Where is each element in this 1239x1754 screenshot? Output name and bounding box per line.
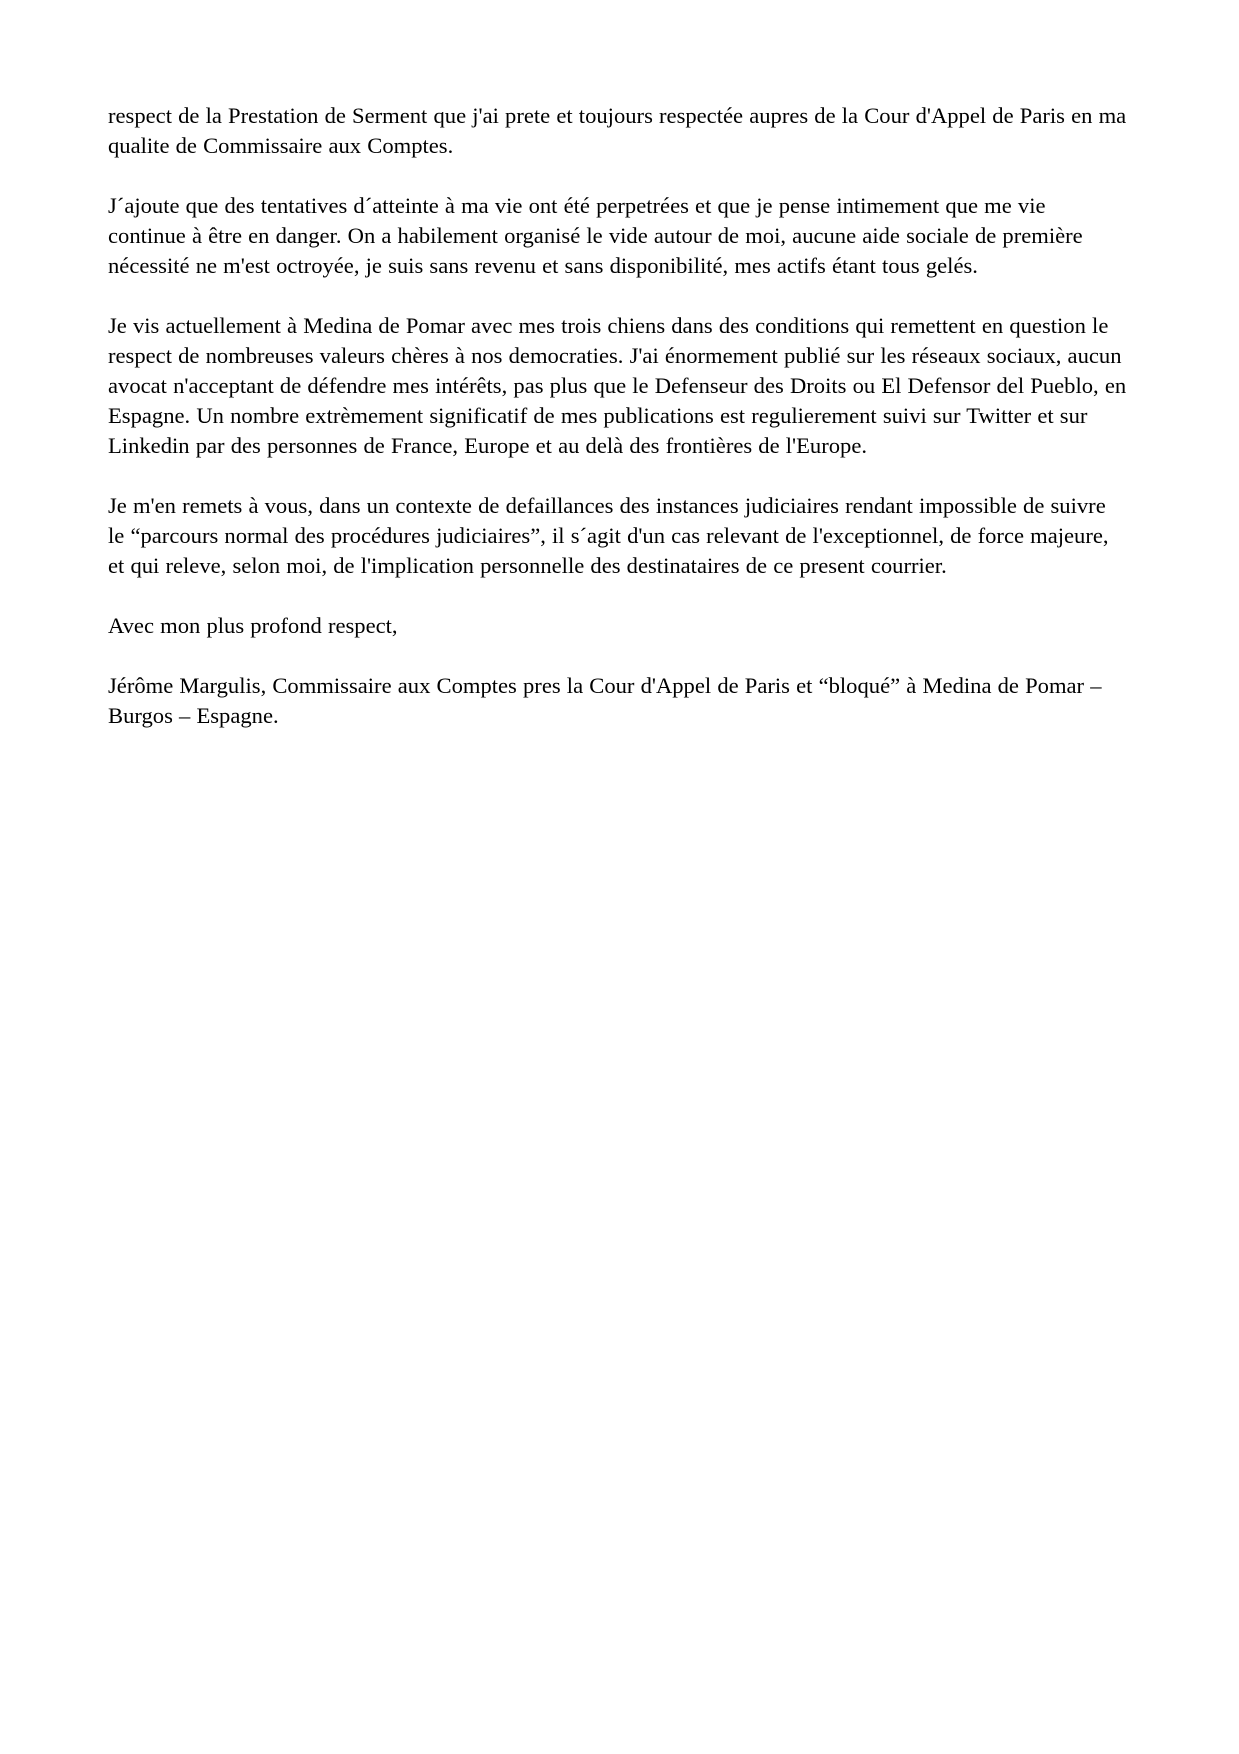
letter-signature: Jérôme Margulis, Commissaire aux Comptes pres la Cour d'Appel de Paris et “bloqué” à Medina de Pomar – Burgos – Espagne. — [108, 673, 1102, 728]
letter-paragraph-1: respect de la Prestation de Serment que j'ai prete et toujours respectée aupres de la Cour d'Appel de Paris en ma qualite de Commissaire aux Comptes. — [108, 103, 1127, 158]
letter-paragraph-2: J´ajoute que des tentatives d´atteinte à ma vie ont été perpetrées et que je pense intimement que me vie continue à être en danger. On a habilement organisé le vide autour de moi, aucune aide sociale de première nécessité ne m'est octroyée, je suis sans revenu et sans disponibilité, mes actifs étant tous gelés. — [108, 193, 1083, 278]
letter-paragraph-4: Je m'en remets à vous, dans un contexte de defaillances des instances judiciaires rendant impossible de suivre le “parcours normal des procédures judiciaires”, il s´agit d'un cas relevant de l'exceptionnel, de force majeure, et qui releve, selon moi, de l'implication personnelle des destinataires de ce present courrier. — [108, 493, 1109, 578]
letter-closing: Avec mon plus profond respect, — [108, 613, 398, 638]
letter-body — [108, 101, 1128, 731]
letter-paragraph-3: Je vis actuellement à Medina de Pomar avec mes trois chiens dans des conditions qui remettent en question le respect de nombreuses valeurs chères à nos democraties. J'ai énormement publié sur les réseaux sociaux, aucun avocat n'acceptant de défendre mes intérêts, pas plus que le Defenseur des Droits ou El Defensor del Pueblo, en Espagne. Un nombre extrèmement significatif de mes publications est regulierement suivi sur Twitter et sur Linkedin par des personnes de France, Europe et au delà des frontières de l'Europe. — [108, 313, 1127, 458]
